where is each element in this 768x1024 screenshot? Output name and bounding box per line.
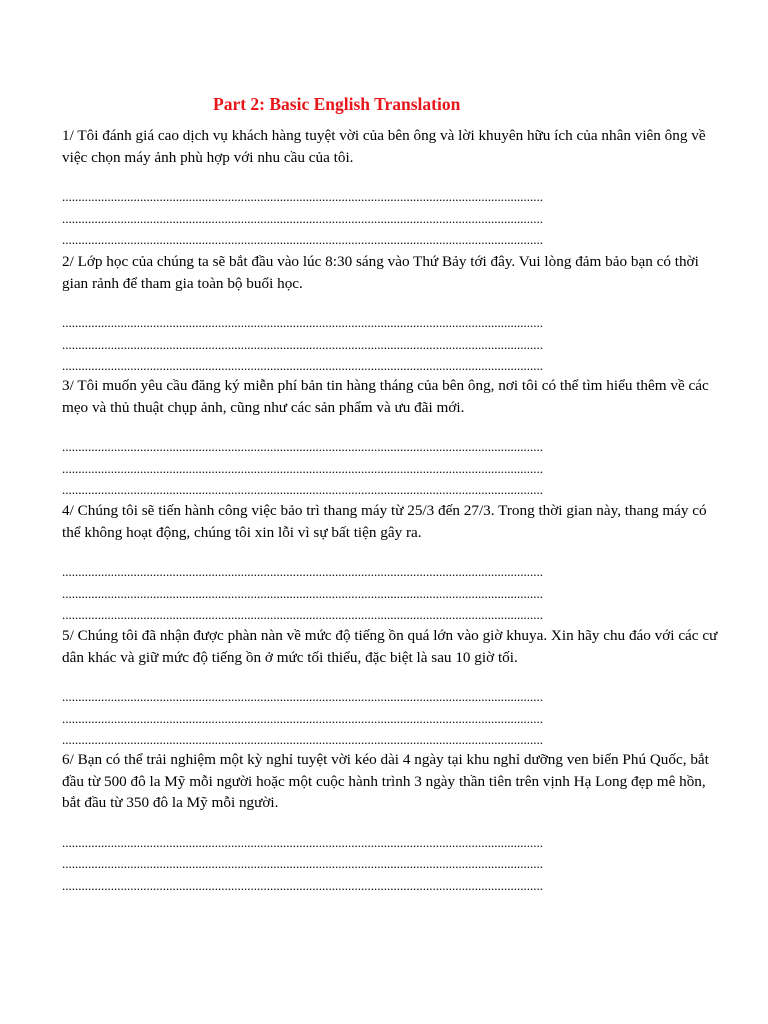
answer-area[interactable] <box>62 312 722 377</box>
answer-line: .................................................................................................................................................... <box>62 358 543 373</box>
answer-line: .................................................................................................................................................... <box>62 460 543 476</box>
answer-area[interactable] <box>62 832 722 897</box>
answer-area[interactable] <box>62 186 722 251</box>
answer-line: .................................................................................................................................................... <box>62 439 543 454</box>
question-text: 5/ Chúng tôi đã nhận được phàn nàn về mức độ tiếng ồn quá lớn vào giờ khuya. Xin hãy chu đáo với các cư dân khác và giữ mức độ tiếng ồn ở mức tối thiểu, đặc biệt là sau 10 giờ tối. <box>62 627 718 666</box>
answer-line: .................................................................................................................................................... <box>62 585 543 601</box>
answer-line: .................................................................................................................................................... <box>62 564 543 579</box>
question-3 <box>62 375 722 501</box>
answer-line: .................................................................................................................................................... <box>62 710 543 726</box>
answer-line: .................................................................................................................................................... <box>62 232 543 247</box>
question-2 <box>62 251 722 377</box>
question-6 <box>62 749 722 896</box>
question-text: 2/ Lớp học của chúng ta sẽ bắt đầu vào lúc 8:30 sáng vào Thứ Bảy tới đây. Vui lòng đảm bảo bạn có thời gian rảnh để tham gia toàn bộ buổi học. <box>62 253 699 292</box>
question-text: 3/ Tôi muốn yêu cầu đăng ký miễn phí bản tin hàng tháng của bên ông, nơi tôi có thể tìm hiểu thêm về các mẹo và thủ thuật chụp ảnh, cũng như các sản phẩm và ưu đãi mới. <box>62 377 709 416</box>
question-4 <box>62 500 722 626</box>
question-text: 1/ Tôi đánh giá cao dịch vụ khách hàng tuyệt vời của bên ông và lời khuyên hữu ích của nhân viên ông về việc chọn máy ảnh phù hợp với nhu cầu của tôi. <box>62 127 706 166</box>
answer-area[interactable] <box>62 686 722 751</box>
answer-line: .................................................................................................................................................... <box>62 856 543 871</box>
answer-area[interactable] <box>62 561 722 626</box>
answer-line: .................................................................................................................................................... <box>62 482 543 497</box>
answer-line: .................................................................................................................................................... <box>62 689 543 704</box>
answer-line: .................................................................................................................................................... <box>62 210 543 226</box>
answer-line: .................................................................................................................................................... <box>62 732 543 747</box>
question-5 <box>62 625 722 751</box>
answer-area[interactable] <box>62 436 722 501</box>
answer-line: .................................................................................................................................................... <box>62 607 543 622</box>
answer-line: .................................................................................................................................................... <box>62 189 543 204</box>
question-1 <box>62 125 722 251</box>
answer-line: .................................................................................................................................................... <box>62 834 543 850</box>
question-text: 6/ Bạn có thể trải nghiệm một kỳ nghỉ tuyệt vời kéo dài 4 ngày tại khu nghỉ dưỡng ven biển Phú Quốc, bắt đầu từ 500 đô la Mỹ mỗi người hoặc một cuộc hành trình 3 ngày thần tiên trên vịnh Hạ Long đẹp mê hồn, bắt đầu từ 350 đô la Mỹ mỗi người. <box>62 751 709 811</box>
page-title: Part 2: Basic English Translation <box>213 94 461 114</box>
answer-line: .................................................................................................................................................... <box>62 336 543 352</box>
question-text: 4/ Chúng tôi sẽ tiến hành công việc bảo trì thang máy từ 25/3 đến 27/3. Trong thời gian này, thang máy có thể không hoạt động, chúng tôi xin lỗi vì sự bất tiện gây ra. <box>62 502 707 541</box>
answer-line: .................................................................................................................................................... <box>62 315 543 330</box>
answer-line: .................................................................................................................................................... <box>62 877 543 893</box>
